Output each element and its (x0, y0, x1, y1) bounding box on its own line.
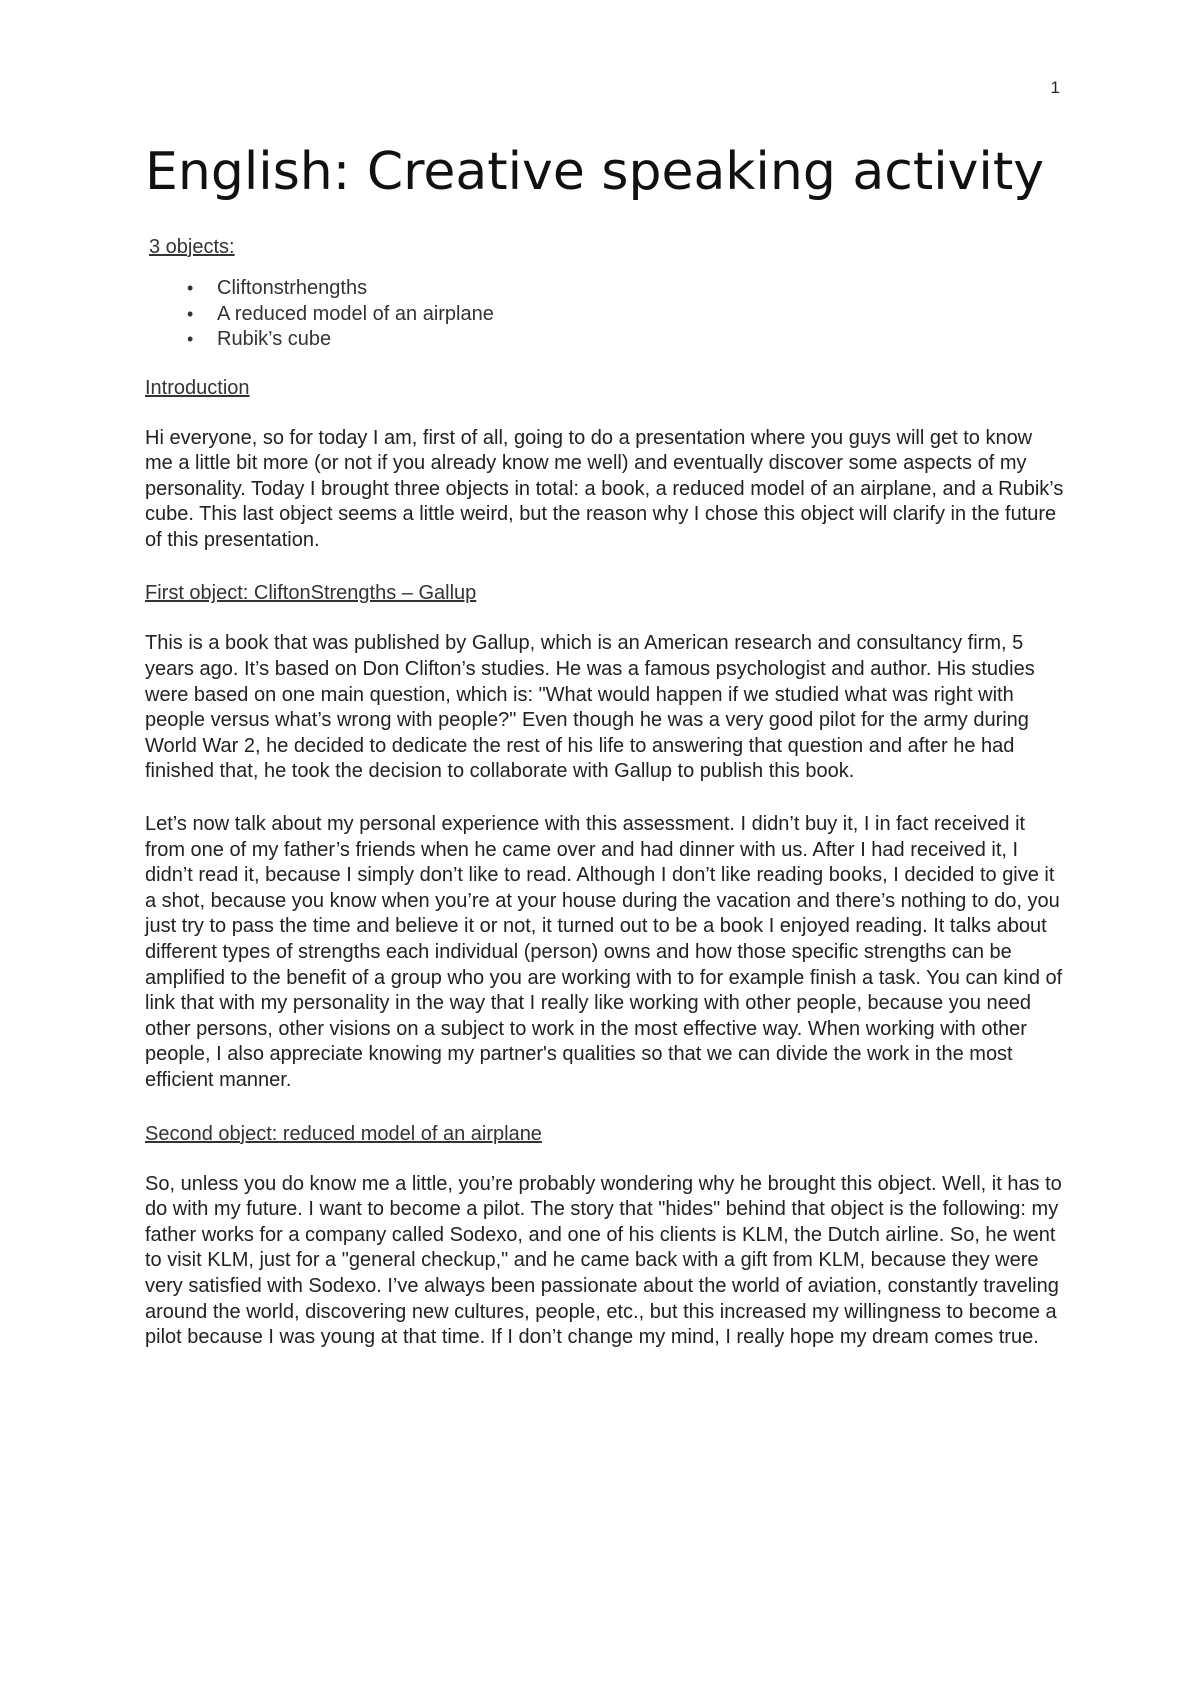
list-item-label: Rubik’s cube (217, 328, 332, 350)
list-item-label: A reduced model of an airplane (217, 302, 494, 325)
first-object-paragraph-1: This is a book that was published by Gallup, which is an American research and consultancy firm, 5 years ago. It’s based on Don Clifton’s studies. He was a famous psychologist and author. His studies were based on one main question, which is: "What would happen if we studied what was right with people versus what’s wrong with people?" Even though he was a very good pilot for the army during World War 2, he decided to dedicate the rest of his life to answering that question and after he had finished that, he took the decision to collaborate with Gallup to publish this book. (145, 632, 1035, 783)
list-item (145, 276, 1065, 302)
first-object-heading: First object: CliftonStrengths – Gallup (145, 582, 477, 605)
bullet-icon: • (187, 278, 194, 298)
objects-list (145, 276, 1065, 353)
list-item (145, 327, 1065, 353)
document-title: English: Creative speaking activity (145, 142, 1045, 202)
page-number: 1 (1050, 78, 1060, 97)
second-object-paragraph: So, unless you do know me a little, you’re probably wondering why he brought this object. Well, it has to do with my future. I want to become a pilot. The story that "hides" behind that object is the following: my father works for a company called Sodexo, and one of his clients is KLM, the Dutch airline. So, he went to visit KLM, just for a "general checkup," and he came back with a gift from KLM, because they were very satisfied with Sodexo. I’ve always been passionate about the world of aviation, constantly traveling around the world, discovering new cultures, people, etc., but this increased my willingness to become a pilot because I was young at that time. If I don’t change my mind, I really hope my dream comes true. (145, 1172, 1062, 1349)
introduction-paragraph: Hi everyone, so for today I am, first of all, going to do a presentation where you guys will get to know me a little bit more (or not if you already know me well) and eventually discover some aspects of my personality. Today I brought three objects in total: a book, a reduced model of an airplane, and a Rubik’s cube. This last object seems a little weird, but the reason why I chose this object will clarify in the future of this presentation. (145, 426, 1064, 551)
document-body (145, 140, 1065, 1378)
objects-heading: 3 objects: (149, 236, 235, 258)
list-item (145, 302, 1065, 328)
bullet-icon: • (187, 303, 194, 324)
list-item-label: Cliftonstrhengths (217, 277, 368, 299)
first-object-paragraph-2: Let’s now talk about my personal experience with this assessment. I didn’t buy it, I in fact received it from one of my father’s friends when he came over and had dinner with us. After I had received it, I didn’t read it, because I simply don’t like to read. Although I don’t like reading books, I decided to give it a shot, because you know when you’re at your house during the vacation and there’s nothing to do, you just try to pass the time and believe it or not, it turned out to be a book I enjoyed reading. It talks about different types of strengths each individual (person) owns and how those specific strengths can be amplified to the benefit of a group who you are working with to for example finish a task. You can kind of link that with my personality in the way that I really like working with other people, because you need other persons, other visions on a subject to work in the most effective way. When working with other people, I also appreciate knowing my partner's qualities so that we can divide the work in the most efficient manner. (145, 813, 1063, 1091)
second-object-heading: Second object: reduced model of an airplane (145, 1122, 542, 1145)
bullet-icon: • (187, 329, 194, 349)
introduction-heading: Introduction (145, 376, 250, 399)
